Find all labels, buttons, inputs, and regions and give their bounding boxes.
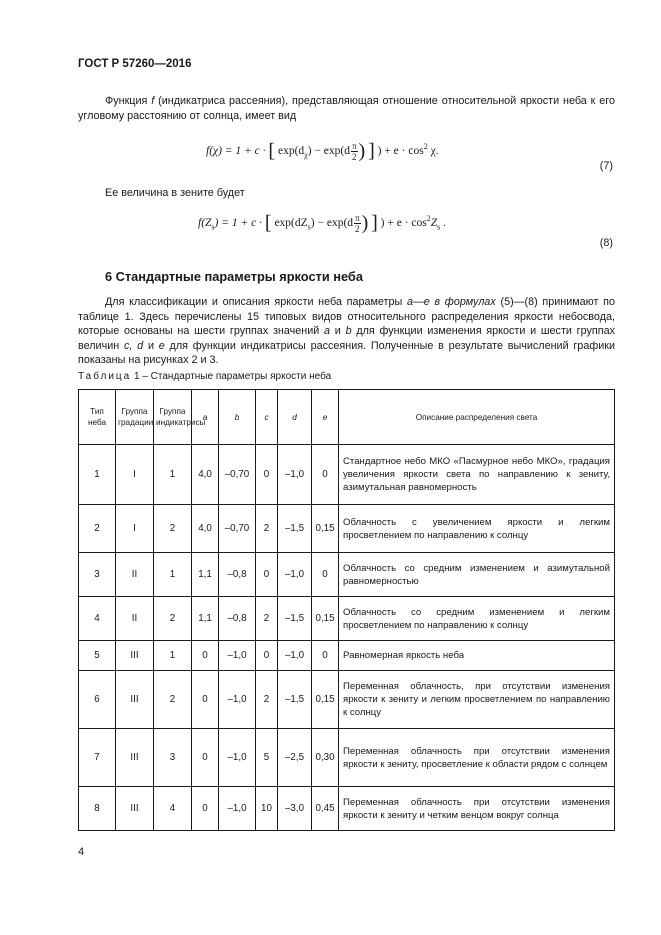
cell-a: 1,1 [192, 553, 219, 597]
section-text-11: для функции индикатрисы рассеяния. Полученные в результате вычислений графики показаны на рисунках 2 и 3. [78, 339, 615, 367]
formula-8-z-sub: s [437, 222, 441, 232]
cell-b: –0,70 [219, 505, 256, 553]
table-row [79, 641, 615, 671]
cell-description: Стандартное небо МКО «Пасмурное небо МКО», градация увеличения яркости света по направлению к зениту, азимутальная равномерность [339, 445, 615, 505]
formula-8-exp1: exp(dZ [274, 217, 308, 229]
cell-a: 0 [192, 729, 219, 787]
formula-7-tail: ) + e · cos [377, 145, 424, 157]
cell-description: Переменная облачность при отсутствии изменения яркости к зениту, просветление к области рядом с солнцем [339, 729, 615, 787]
cell-indicatrix: 2 [154, 671, 192, 729]
formula-8-z: Z [430, 217, 438, 229]
formula-8-tail: ) + e · cos [380, 217, 427, 229]
cell-gradation: I [116, 445, 154, 505]
cell-c: 2 [256, 671, 278, 729]
cell-b: –1,0 [219, 787, 256, 831]
cell-c: 10 [256, 787, 278, 831]
formula-8-lhs2: ) = 1 + c · [214, 217, 263, 229]
table-caption-text: 1 – Стандартные параметры яркости неба [131, 371, 332, 382]
cell-indicatrix: 1 [154, 641, 192, 671]
cell-description: Облачность со средним изменением и азимутальной равномерностью [339, 553, 615, 597]
formula-7-sub: χ [304, 150, 308, 160]
cell-c: 0 [256, 641, 278, 671]
table-row [79, 445, 615, 505]
cell-gradation: III [116, 729, 154, 787]
cell-a: 4,0 [192, 505, 219, 553]
header-description: Описание распределения света [339, 390, 615, 445]
header-gradation-group: Группа градации [116, 390, 154, 445]
intro-text-end: (индикатриса рассеяния), представляющая отношение относительной яркости неба к его угловому расстоянию от солнца, имеет вид [78, 95, 615, 122]
formula-7-exp2: ) − exp(d [307, 145, 350, 157]
intro-text-start: Функция [105, 95, 152, 107]
formula-7-two: 2 [351, 151, 357, 162]
cell-e: 0,45 [312, 787, 339, 831]
header-indicatrix-group: Группа индикатрисы [154, 390, 192, 445]
cell-d: –1,0 [278, 553, 312, 597]
section-text-3: (5)—(8) принимают по таблице 1. Здесь перечислены 15 типовых видов относительного распределения яркости небосвода, которые основаны на шести группах значений [78, 296, 615, 338]
cell-a: 0 [192, 787, 219, 831]
cell-d: –1,5 [278, 671, 312, 729]
cell-indicatrix: 1 [154, 445, 192, 505]
cell-d: –1,0 [278, 445, 312, 505]
table-row [79, 787, 615, 831]
cell-b: –0,8 [219, 597, 256, 641]
cell-a: 1,1 [192, 597, 219, 641]
cell-gradation: II [116, 553, 154, 597]
formula-7-end: χ. [427, 145, 439, 157]
cell-gradation: I [116, 505, 154, 553]
section-text-5: и [330, 325, 346, 338]
cell-type: 2 [79, 505, 116, 553]
table-row [79, 671, 615, 729]
sky-parameters-table [78, 389, 615, 831]
cell-indicatrix: 4 [154, 787, 192, 831]
cell-indicatrix: 2 [154, 505, 192, 553]
formula-8-pi: π [355, 212, 360, 223]
cell-gradation: II [116, 597, 154, 641]
section-text-6: b [345, 325, 352, 338]
cell-c: 2 [256, 505, 278, 553]
cell-e: 0 [312, 641, 339, 671]
section-text-10: e [158, 339, 165, 352]
cell-d: –1,5 [278, 505, 312, 553]
cell-type: 6 [79, 671, 116, 729]
equation-number-8: (8) [599, 237, 613, 249]
cell-description: Облачность со средним изменением и легким просветлением по направлению к солнцу [339, 597, 615, 641]
table-caption-word: Таблица [78, 371, 132, 382]
section-paragraph [78, 295, 615, 368]
cell-indicatrix: 2 [154, 597, 192, 641]
cell-type: 8 [79, 787, 116, 831]
page-number: 4 [78, 846, 85, 858]
formula-8-two: 2 [355, 223, 360, 234]
cell-indicatrix: 3 [154, 729, 192, 787]
table-row [79, 729, 615, 787]
header-d: d [278, 390, 312, 445]
formula-8: $f(Z_s) = 1 + c$ · [ $\exp(dZ_s) - \exp(d$ $\frac{\pi}{2}$ ) ] ) + $e \cdot \cos^2Z_s$ . [198, 212, 447, 234]
cell-type: 3 [79, 553, 116, 597]
formula-7-power: 2 [423, 142, 428, 152]
section-text-2: a—e в формулах [406, 296, 496, 308]
cell-a: 0 [192, 641, 219, 671]
cell-d: –2,5 [278, 729, 312, 787]
header-c: c [256, 390, 278, 445]
formula-8-fraction [354, 213, 361, 234]
intro-paragraph [78, 94, 615, 123]
header-sky-type: Тип неба [79, 390, 116, 445]
cell-e: 0 [312, 553, 339, 597]
cell-b: –1,0 [219, 641, 256, 671]
cell-e: 0,15 [312, 597, 339, 641]
section-heading: 6 Стандартные параметры яркости неба [105, 269, 363, 284]
cell-gradation: III [116, 671, 154, 729]
cell-e: 0,15 [312, 505, 339, 553]
section-text-7: для функции изменения яркости и шести группах величин [78, 325, 615, 352]
document-code: ГОСТ Р 57260—2016 [78, 58, 192, 70]
cell-type: 1 [79, 445, 116, 505]
formula-8-lhs: f(Z [198, 217, 212, 229]
header-b: b [219, 390, 256, 445]
formula-7-pi: π [351, 140, 357, 151]
equation-number-7: (7) [599, 160, 613, 172]
table-row [79, 553, 615, 597]
cell-b: –0,8 [219, 553, 256, 597]
cell-description: Равномерная яркость неба [339, 641, 615, 671]
cell-gradation: III [116, 641, 154, 671]
cell-d: –3,0 [278, 787, 312, 831]
formula-7-exp1: exp(d [277, 145, 305, 157]
table-row [79, 505, 615, 553]
table-header-row [79, 390, 615, 445]
formula-8-power: 2 [426, 214, 431, 224]
cell-e: 0,30 [312, 729, 339, 787]
section-text-8: c, d [123, 339, 144, 352]
cell-c: 0 [256, 445, 278, 505]
formula-7-fraction [351, 141, 358, 162]
formula-8-sub: s [307, 222, 311, 232]
cell-c: 0 [256, 553, 278, 597]
cell-e: 0 [312, 445, 339, 505]
formula-8-end: . [440, 217, 447, 229]
formula-7-lhs: f(χ) = 1 + c · [206, 145, 266, 157]
cell-gradation: III [116, 787, 154, 831]
header-e: e [312, 390, 339, 445]
table-caption [78, 371, 331, 382]
zenith-paragraph: Ее величина в зените будет [105, 187, 245, 199]
cell-description: Облачность с увеличением яркости и легким просветлением по направлению к солнцу [339, 505, 615, 553]
cell-description: Переменная облачность, при отсутствии изменения яркости к зениту и легким просветлением по направлению к солнцу [339, 671, 615, 729]
cell-description: Переменная облачность при отсутствии изменения яркости к зениту и четким венцом вокруг солнца [339, 787, 615, 831]
cell-c: 5 [256, 729, 278, 787]
cell-type: 5 [79, 641, 116, 671]
section-text-4: a [324, 325, 331, 338]
formula-8-exp2: ) − exp(d [310, 217, 354, 229]
cell-b: –0,70 [219, 445, 256, 505]
formula-8-lhs-sub: s [211, 222, 215, 232]
cell-indicatrix: 1 [154, 553, 192, 597]
cell-a: 0 [192, 671, 219, 729]
section-text-9: и [143, 339, 159, 352]
cell-type: 4 [79, 597, 116, 641]
table-row [79, 597, 615, 641]
cell-a: 4,0 [192, 445, 219, 505]
cell-d: –1,5 [278, 597, 312, 641]
cell-d: –1,0 [278, 641, 312, 671]
cell-e: 0,15 [312, 671, 339, 729]
section-text-1: Для классификации и описания яркости неба параметры [105, 296, 407, 308]
cell-b: –1,0 [219, 671, 256, 729]
cell-c: 2 [256, 597, 278, 641]
cell-b: –1,0 [219, 729, 256, 787]
function-symbol: f [151, 95, 155, 107]
header-a: a [192, 390, 219, 445]
formula-7: f(χ) = 1 + c · [ $\exp(d_\chi) - \exp(d$ $\frac{\pi}{2}$ ) ] ) + $e \cdot \cos^2 \chi$. [206, 140, 439, 162]
cell-type: 7 [79, 729, 116, 787]
